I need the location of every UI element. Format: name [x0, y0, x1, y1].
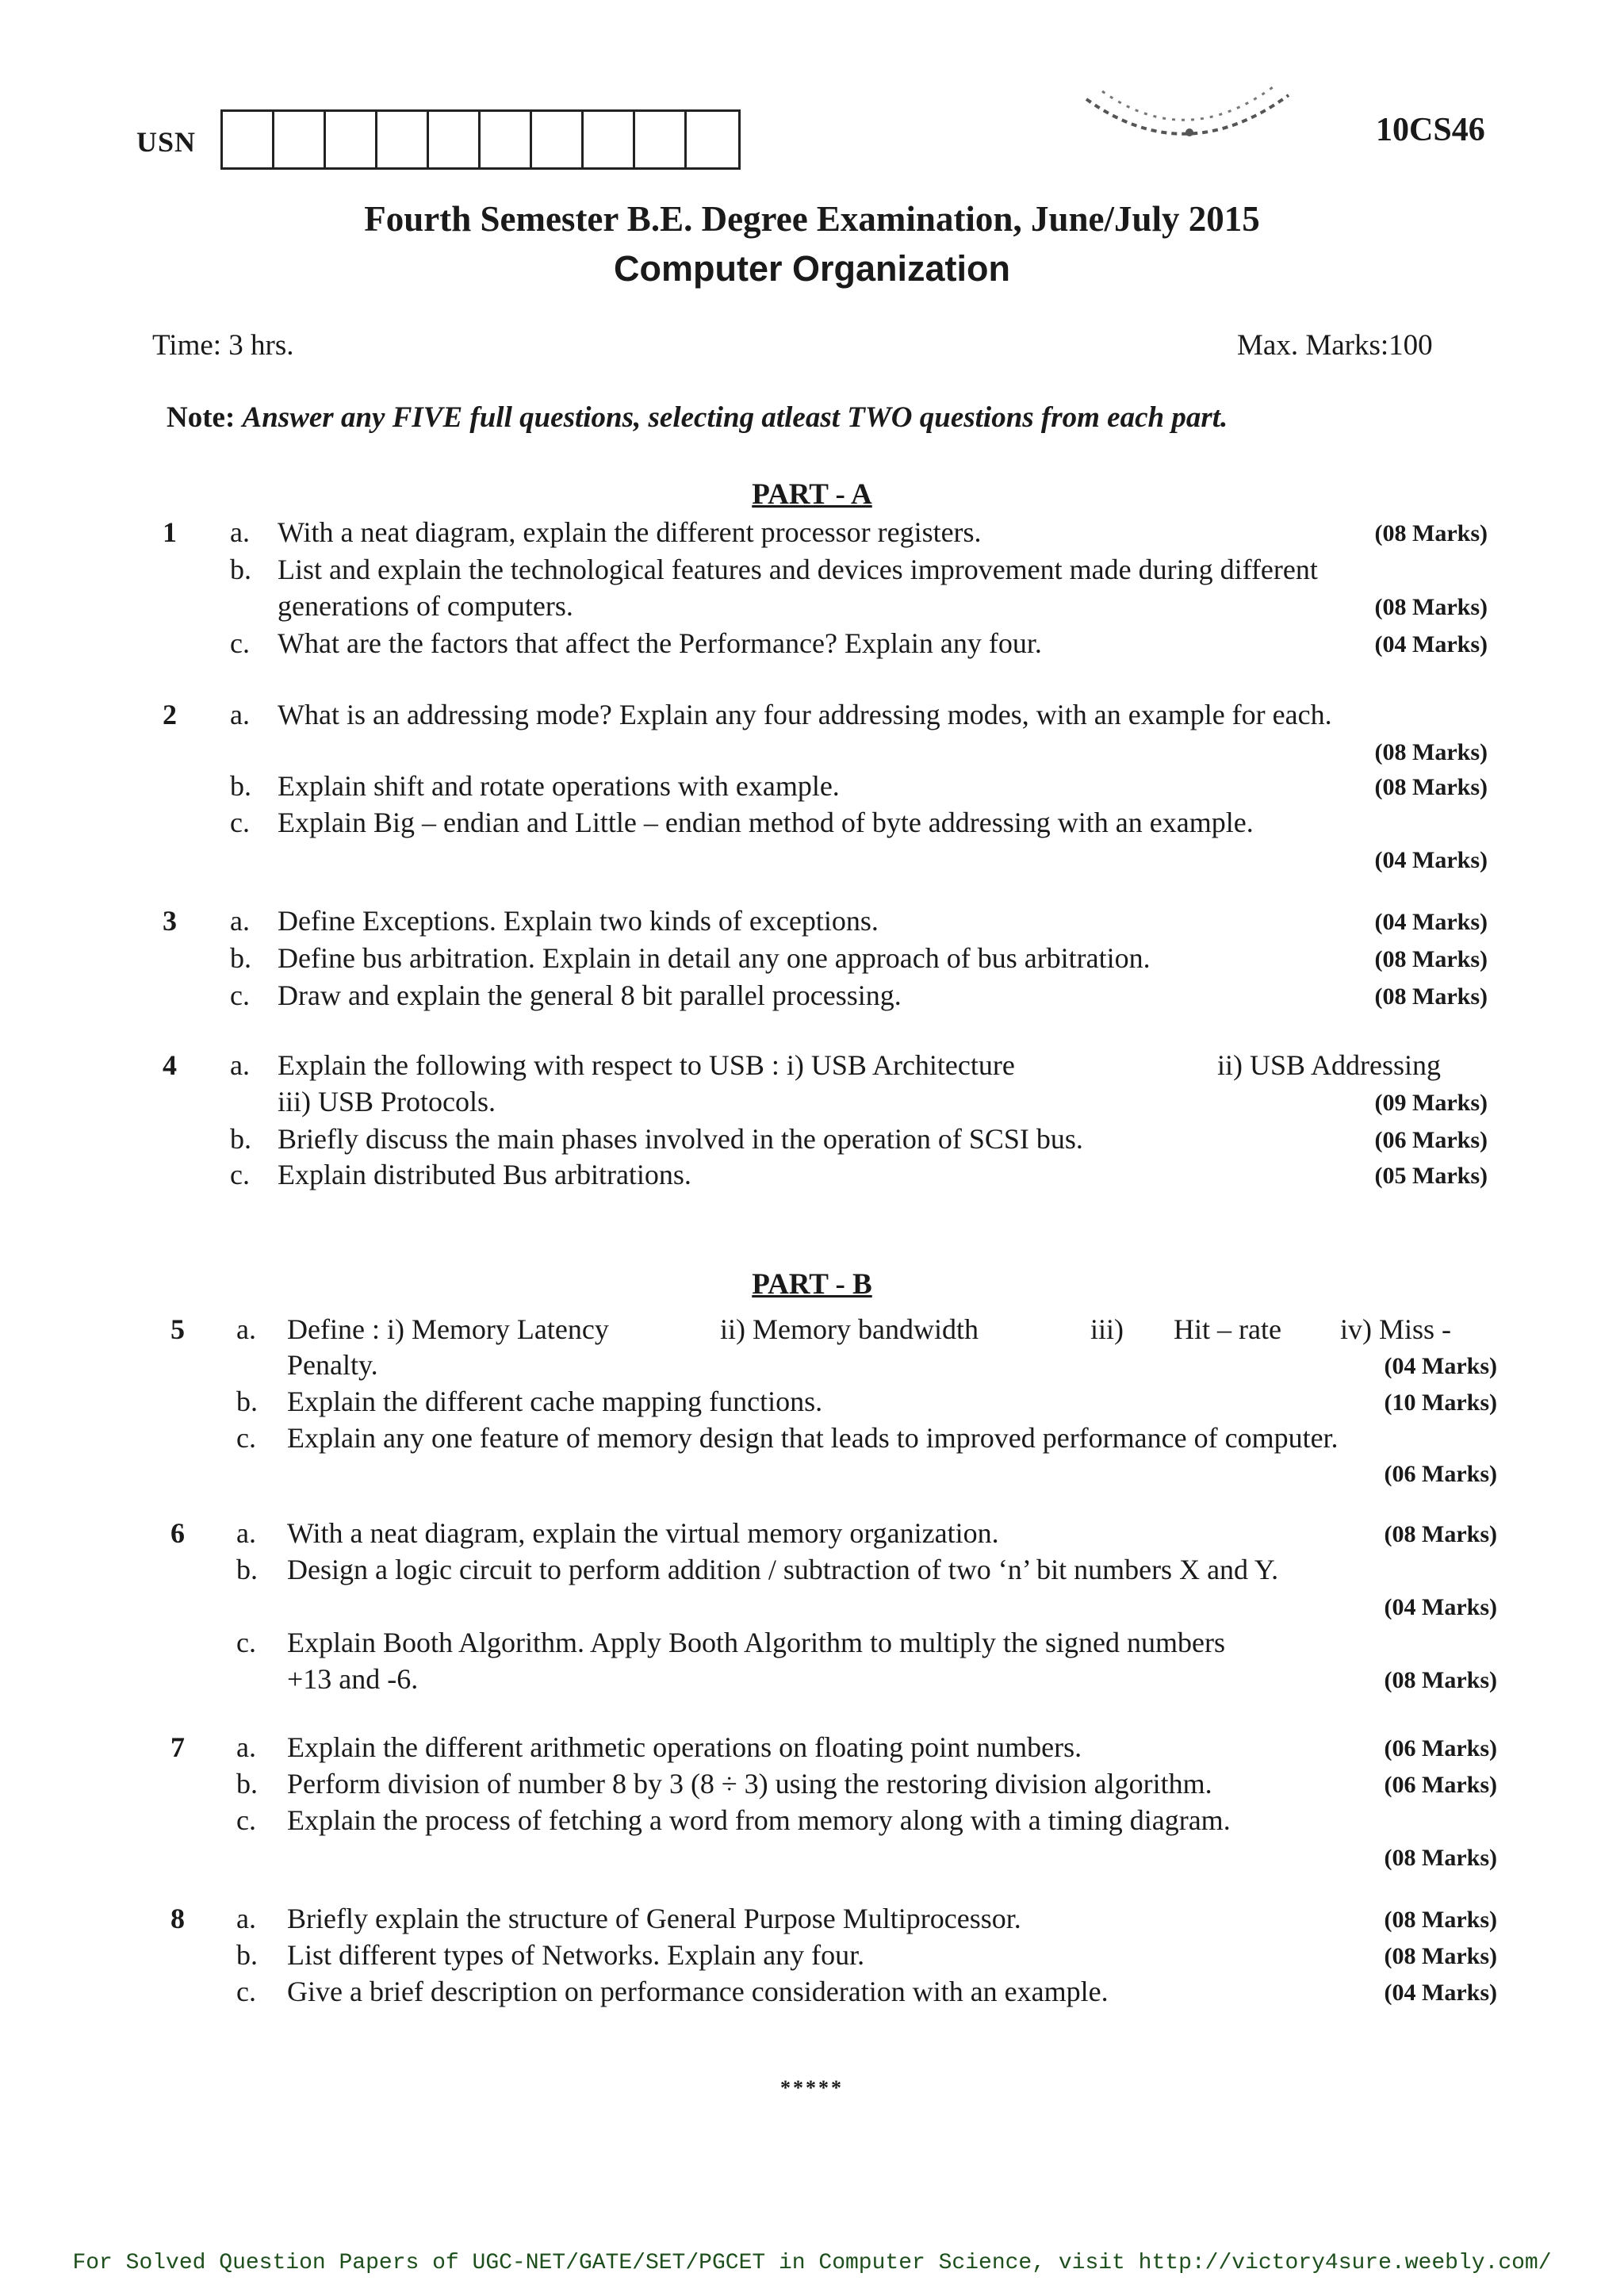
marks: (08 Marks) — [1384, 1943, 1497, 1969]
question-text: Explain the different cache mapping functions. — [287, 1386, 823, 1417]
marks: (08 Marks) — [1384, 1845, 1497, 1871]
question-text: Explain the different arithmetic operations on floating point numbers. — [287, 1731, 1082, 1763]
sub-question-letter: c. — [236, 1422, 256, 1454]
marks: (06 Marks) — [1384, 1735, 1497, 1761]
sub-question-letter: c. — [236, 1627, 256, 1658]
question-text: Explain distributed Bus arbitrations. — [278, 1159, 691, 1190]
question-text: Give a brief description on performance consideration with an example. — [287, 1976, 1109, 2007]
question-text: iii) — [1090, 1313, 1124, 1345]
marks: (08 Marks) — [1374, 520, 1488, 546]
usn-box — [584, 112, 635, 167]
marks: (04 Marks) — [1374, 847, 1488, 873]
question-text: Explain any one feature of memory design that leads to improved performance of computer. — [287, 1422, 1339, 1454]
sub-question-letter: a. — [230, 699, 250, 730]
question-text: Explain the process of fetching a word from memory along with a timing diagram. — [287, 1804, 1231, 1836]
sub-question-letter: b. — [230, 942, 251, 974]
question-text: What are the factors that affect the Performance? Explain any four. — [278, 627, 1042, 659]
question-text-continued: Penalty. — [287, 1349, 378, 1381]
sub-question-letter: a. — [236, 1313, 256, 1345]
question-text: Explain shift and rotate operations with example. — [278, 770, 840, 802]
marks: (06 Marks) — [1374, 1127, 1488, 1153]
question-text: Explain the following with respect to USB : i) USB Architecture — [278, 1049, 1015, 1081]
exam-time: Time: 3 hrs. — [152, 329, 294, 362]
question-text-continued: generations of computers. — [278, 590, 573, 622]
sub-question-letter: b. — [236, 1768, 258, 1800]
question-text: ii) Memory bandwidth — [720, 1313, 979, 1345]
marks: (04 Marks) — [1374, 909, 1488, 935]
question-number: 2 — [163, 699, 177, 730]
question-number: 7 — [170, 1731, 185, 1763]
question-text: Explain Booth Algorithm. Apply Booth Algorithm to multiply the signed numbers — [287, 1627, 1225, 1658]
question-text: Hit – rate — [1174, 1313, 1281, 1345]
marks: (06 Marks) — [1384, 1461, 1497, 1487]
question-text: Define : i) Memory Latency — [287, 1313, 609, 1345]
question-text: Briefly discuss the main phases involved in the operation of SCSI bus. — [278, 1123, 1083, 1155]
sub-question-letter: b. — [230, 554, 251, 585]
instructions-note — [167, 401, 1228, 435]
subject-title: Computer Organization — [613, 248, 1010, 289]
sub-question-letter: a. — [230, 1049, 250, 1081]
part-a-heading: PART - A — [752, 478, 872, 511]
marks: (09 Marks) — [1374, 1090, 1488, 1116]
marks: (04 Marks) — [1374, 631, 1488, 657]
sub-question-letter: a. — [236, 1517, 256, 1549]
marks: (08 Marks) — [1384, 1521, 1497, 1547]
sub-question-letter: b. — [230, 770, 251, 802]
question-text: Perform division of number 8 by 3 (8 ÷ 3) using the restoring division algorithm. — [287, 1768, 1212, 1800]
question-text: List different types of Networks. Explain any four. — [287, 1939, 865, 1971]
sub-question-letter: a. — [236, 1731, 256, 1763]
marks: (05 Marks) — [1374, 1163, 1488, 1189]
usn-box — [532, 112, 584, 167]
usn-box — [326, 112, 377, 167]
question-text-continued: iii) USB Protocols. — [278, 1086, 496, 1117]
sub-question-letter: a. — [230, 905, 250, 937]
usn-box — [481, 112, 532, 167]
marks: (10 Marks) — [1384, 1389, 1497, 1416]
sub-question-letter: b. — [236, 1939, 258, 1971]
sub-question-letter: c. — [236, 1976, 256, 2007]
part-b-heading: PART - B — [752, 1268, 872, 1301]
sub-question-letter: c. — [236, 1804, 256, 1836]
sub-question-letter: b. — [230, 1123, 251, 1155]
marks: (08 Marks) — [1374, 983, 1488, 1010]
question-text: ii) USB Addressing — [1217, 1049, 1442, 1081]
question-number: 6 — [170, 1517, 185, 1549]
marks: (08 Marks) — [1374, 946, 1488, 972]
usn-box — [377, 112, 429, 167]
marks: (08 Marks) — [1384, 1907, 1497, 1933]
question-text: Define bus arbitration. Explain in detail any one approach of bus arbitration. — [278, 942, 1151, 974]
question-text-continued: +13 and -6. — [287, 1663, 419, 1695]
question-text: What is an addressing mode? Explain any four addressing modes, with an example for each. — [278, 699, 1332, 730]
sub-question-letter: b. — [236, 1554, 258, 1585]
exam-title: Fourth Semester B.E. Degree Examination, June/July 2015 — [364, 199, 1260, 239]
usn-box — [687, 112, 738, 167]
sub-question-letter: c. — [230, 979, 250, 1011]
marks: (04 Marks) — [1384, 1353, 1497, 1379]
marks: (08 Marks) — [1374, 774, 1488, 800]
usn-label: USN — [136, 126, 197, 158]
question-text: List and explain the technological features and devices improvement made during different — [278, 554, 1318, 585]
sub-question-letter: c. — [230, 807, 250, 838]
question-text: Define Exceptions. Explain two kinds of exceptions. — [278, 905, 879, 937]
question-text: With a neat diagram, explain the virtual memory organization. — [287, 1517, 999, 1549]
question-number: 5 — [170, 1313, 185, 1345]
end-of-paper-mark: ***** — [780, 2076, 844, 2099]
marks: (08 Marks) — [1374, 594, 1488, 620]
sub-question-letter: c. — [230, 1159, 250, 1190]
marks: (04 Marks) — [1384, 1980, 1497, 2006]
usn-box — [223, 112, 274, 167]
max-marks: Max. Marks:100 — [1237, 329, 1433, 362]
usn-box — [429, 112, 481, 167]
question-text: With a neat diagram, explain the different processor registers. — [278, 516, 982, 548]
question-number: 4 — [163, 1049, 177, 1081]
question-text: iv) Miss - — [1340, 1313, 1452, 1345]
sub-question-letter: c. — [230, 627, 250, 659]
course-code: 10CS46 — [1376, 112, 1485, 148]
question-text: Explain Big – endian and Little – endian method of byte addressing with an example. — [278, 807, 1254, 838]
question-text: Briefly explain the structure of General Purpose Multiprocessor. — [287, 1903, 1021, 1934]
sub-question-letter: a. — [236, 1903, 256, 1934]
question-number: 8 — [170, 1903, 185, 1934]
sub-question-letter: a. — [230, 516, 250, 548]
question-text: Draw and explain the general 8 bit parallel processing. — [278, 979, 902, 1011]
question-number: 3 — [163, 905, 177, 937]
usn-box — [274, 112, 326, 167]
marks: (08 Marks) — [1384, 1667, 1497, 1693]
college-stamp-icon — [1071, 83, 1300, 178]
question-text: Design a logic circuit to perform addition / subtraction of two ‘n’ bit numbers X and Y. — [287, 1554, 1279, 1585]
note-label: Note: — [167, 401, 236, 434]
usn-boxes — [220, 109, 741, 170]
note-text: Answer any FIVE full questions, selecting atleast TWO questions from each part. — [242, 401, 1228, 434]
footer-link-text[interactable]: For Solved Question Papers of UGC-NET/GATE/SET/PGCET in Computer Science, visit http://victory4sure.weebly.com/ — [72, 2251, 1552, 2275]
marks: (08 Marks) — [1374, 739, 1488, 765]
question-number: 1 — [163, 516, 177, 548]
sub-question-letter: b. — [236, 1386, 258, 1417]
usn-box — [635, 112, 687, 167]
marks: (04 Marks) — [1384, 1594, 1497, 1620]
marks: (06 Marks) — [1384, 1772, 1497, 1798]
